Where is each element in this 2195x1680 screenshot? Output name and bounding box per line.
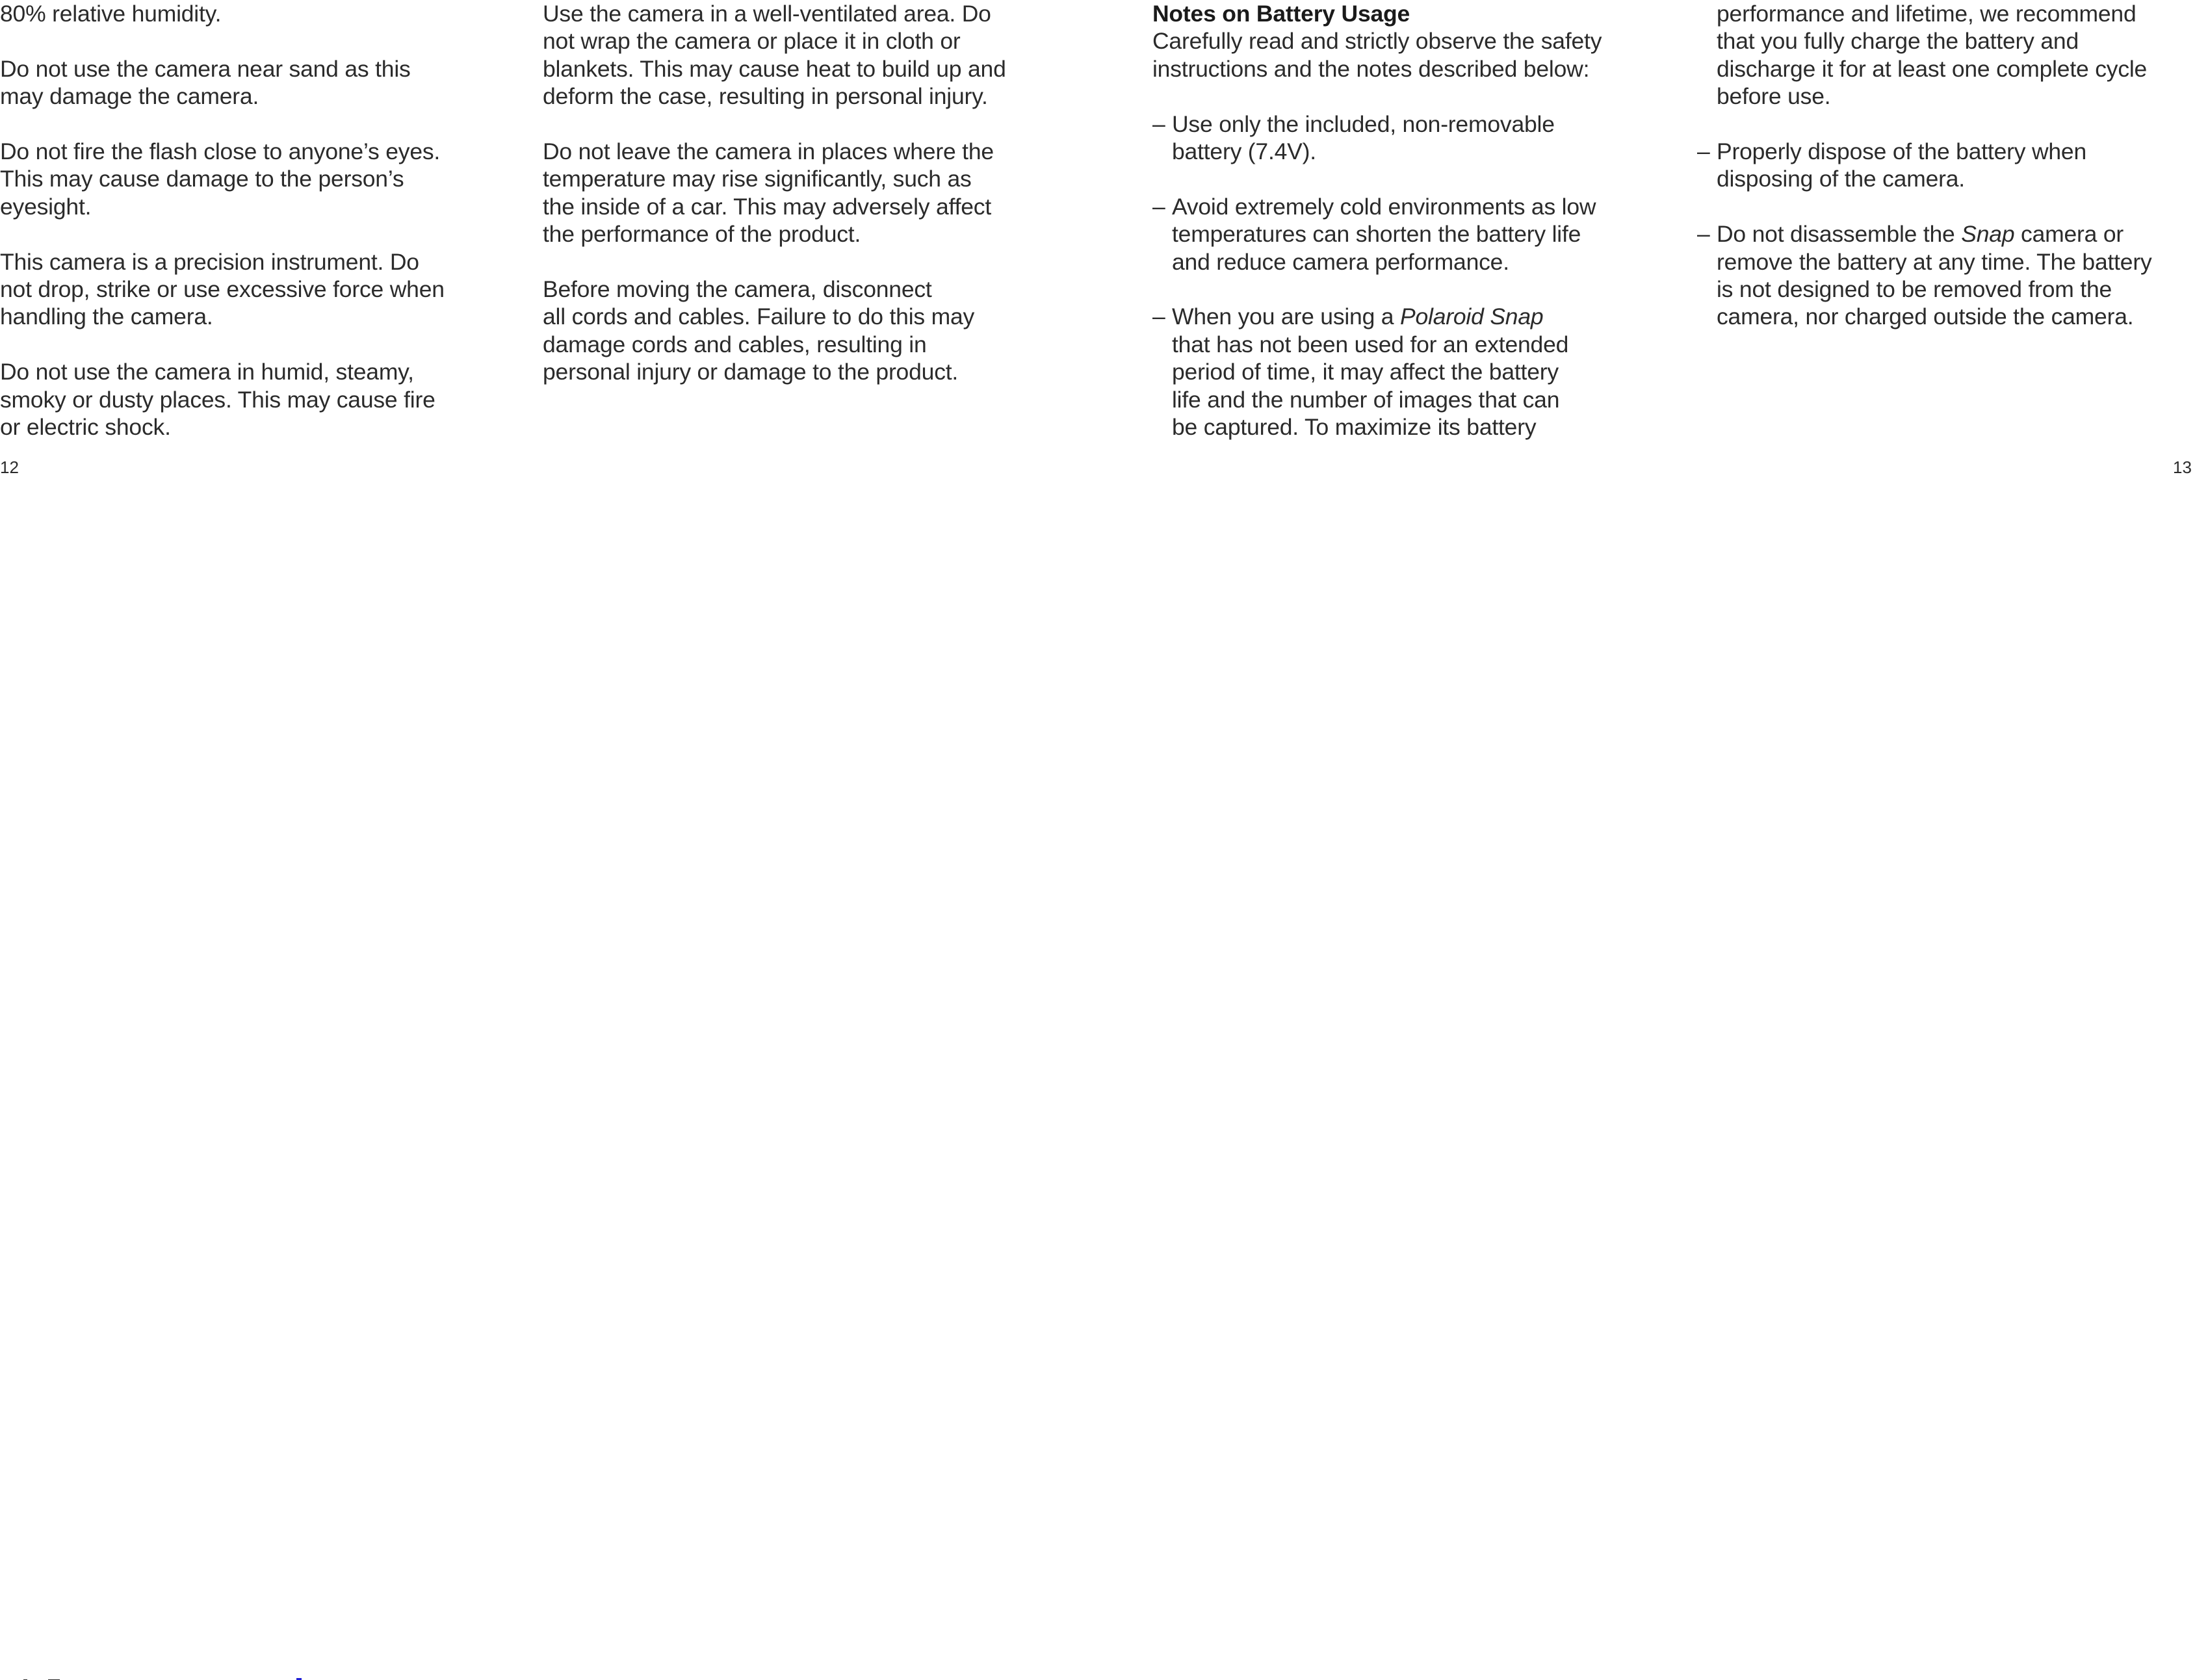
right-page-column-3 [1152,0,1685,469]
precision-instrument-paragraph: This camera is a precision instrument. Do not drop, strike or use excessive force when handling the camera. [0,248,445,330]
dash-marker: – [1697,138,1710,165]
humidity-paragraph: 80% relative humidity. [0,1,222,27]
bullet-disassembly: – Do not disassemble the Snap camera or remove the battery at any time. The battery is not designed to be removed from the camera, nor charged outside the camera. [1697,221,2152,330]
battery-notes-section [1152,0,1685,83]
ventilation-paragraph: Use the camera in a well-ventilated area. Do not wrap the camera or place it in cloth or blankets. This may cause heat to build up and deform the case, resulting in personal injury. [543,1,1006,110]
cropped-footer-fragment [0,1668,780,1680]
dash-marker: – [1152,193,1165,220]
flash-warning-paragraph: Do not fire the flash close to anyone’s eyes. This may cause damage to the person’s eyesight. [0,138,441,220]
bullet-disposal: – Properly dispose of the battery when disposing of the camera. [1697,138,2087,192]
dash-marker: – [1152,304,1165,330]
intro-line: instructions and the notes described below: [1152,55,1590,82]
right-page-column-4 [1697,0,2195,358]
bullet-cold-environments: – Avoid extremely cold environments as low temperatures can shorten the battery life and reduce camera performance. [1152,193,1596,275]
page-number-right: 13 [2173,458,2192,477]
humid-places-paragraph: Do not use the camera in humid, steamy, smoky or dusty places. This may cause fire or electric shock. [0,359,435,441]
bullet-extended-storage: – When you are using a Polaroid Snap that has not been used for an extended period of time, it may affect the battery life and the number of images that can be captured. To maximize its battery [1152,304,1569,441]
section-heading: Notes on Battery Usage [1152,1,1410,27]
sand-warning-paragraph: Do not use the camera near sand as this may damage the camera. [0,55,411,110]
cables-paragraph: Before moving the camera, disconnect all cords and cables. Failure to do this may damage cords and cables, resulting in personal injury or damage to the product. [543,276,975,385]
bullet-battery-type: – Use only the included, non-removable battery (7.4V). [1152,110,1555,165]
page-number-left: 12 [0,458,19,477]
intro-line: Carefully read and strictly observe the safety [1152,28,1602,55]
dash-marker: – [1152,110,1165,137]
dash-marker: – [1697,221,1710,248]
temperature-paragraph: Do not leave the camera in places where the temperature may rise significantly, such as the inside of a car. This may adversely affect the performance of the product. [543,138,994,248]
product-name: Polaroid Snap [1400,304,1544,330]
bullet-continuation: performance and lifetime, we recommend that you fully charge the battery and discharge it for at least one complete cycle before use. [1717,1,2148,110]
cropped-text-fragment [0,1675,780,1680]
left-page-column-2 [543,0,1063,413]
left-page-column-1 [0,0,520,469]
product-name: Snap [1961,221,2015,248]
